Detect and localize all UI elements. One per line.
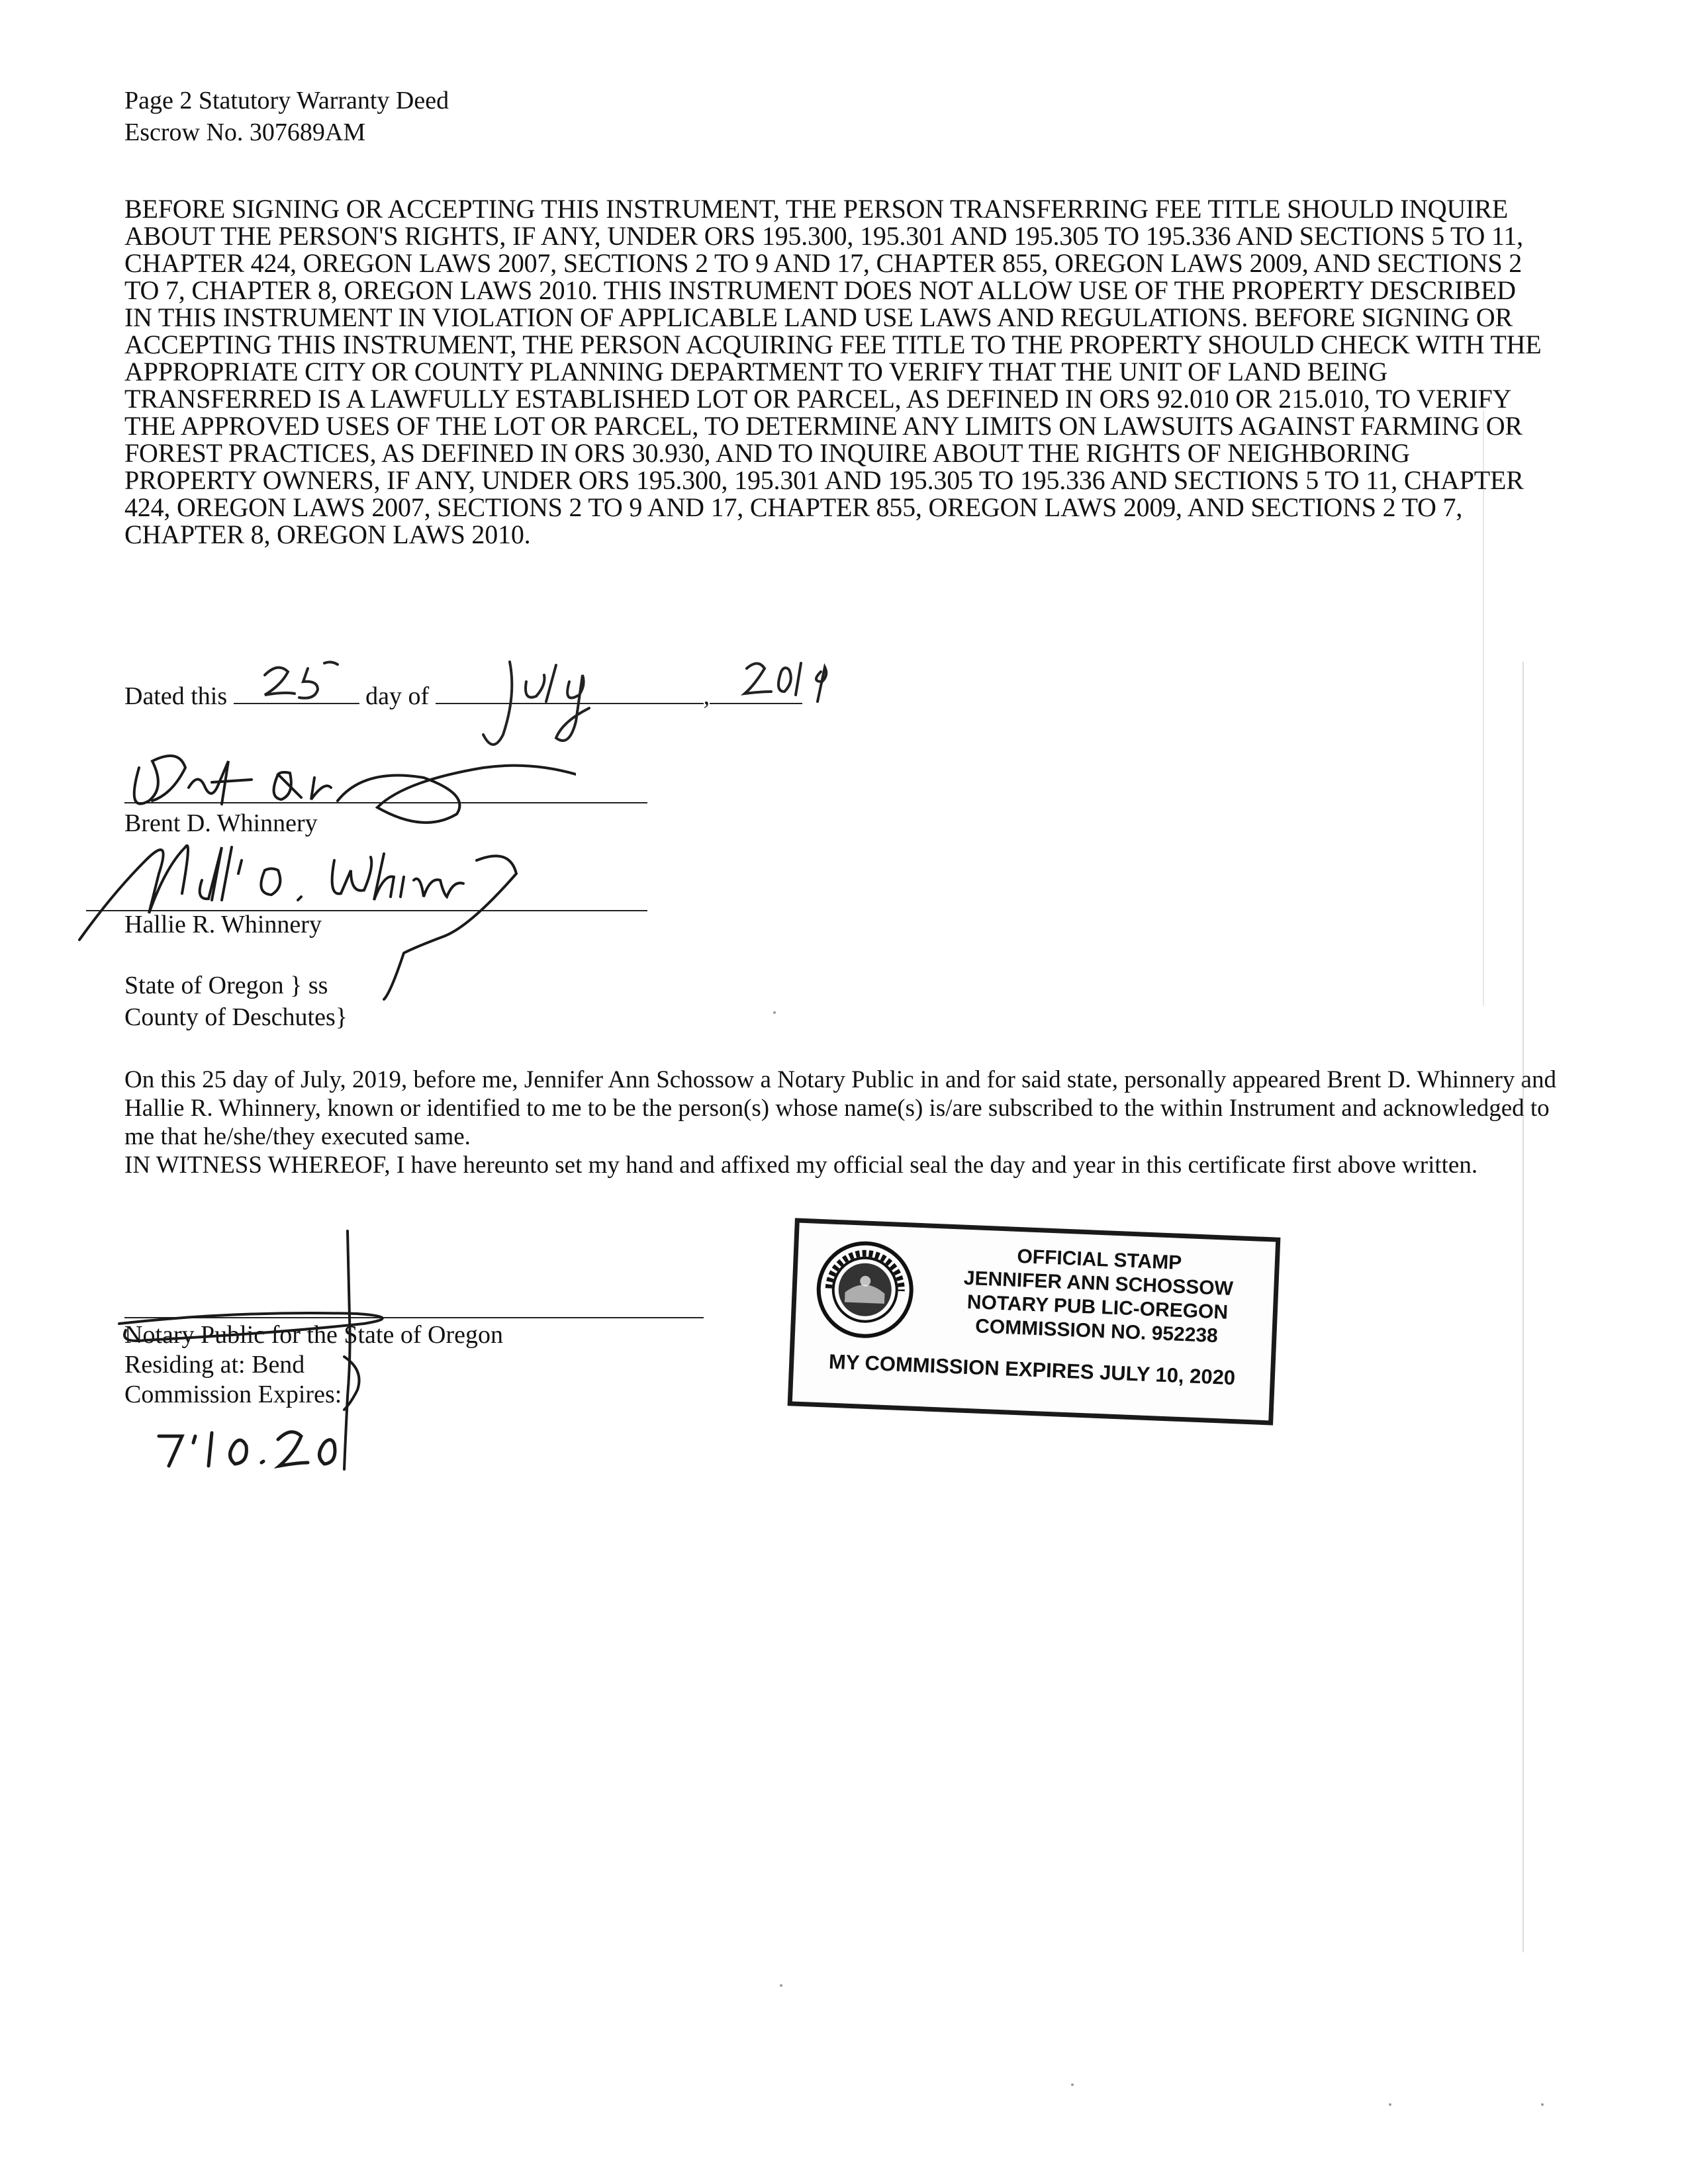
notary-residing: Residing at: Bend <box>124 1351 305 1379</box>
venue-state: State of Oregon } ss <box>124 972 328 999</box>
header-title: Page 2 Statutory Warranty Deed <box>124 87 449 114</box>
signer-name-2: Hallie R. Whinnery <box>124 911 322 938</box>
stamp-line-1: OFFICIAL STAMP <box>1016 1245 1182 1274</box>
stamp-line-3: NOTARY PUB LIC-OREGON <box>966 1291 1229 1324</box>
legal-notice: BEFORE SIGNING OR ACCEPTING THIS INSTRUMENT, THE PERSON TRANSFERRING FEE TITLE SHOULD INQUIRE ABOUT THE PERSON'S RIGHTS, IF ANY, UNDER ORS 195.300, 195.301 AND 195.305 TO 195.336 AND SECTIONS 5 TO 11, CHAPTER 424, OREGON LAWS 2007, SECTIONS 2 TO 9 AND 17, CHAPTER 855, OREGON LAWS 2009, AND SECTIONS 2 TO 7, CHAPTER 8, OREGON LAWS 2010. THIS INSTRUMENT DOES NOT ALLOW USE OF THE PROPERTY DESCRIBED IN THIS INSTRUMENT IN VIOLATION OF APPLICABLE LAND USE LAWS AND REGULATIONS. BEFORE SIGNING OR ACCEPTING THIS INSTRUMENT, THE PERSON ACQUIRING FEE TITLE TO THE PROPERTY SHOULD CHECK WITH THE APPROPRIATE CITY OR COUNTY PLANNING DEPARTMENT TO VERIFY THAT THE UNIT OF LAND BEING TRANSFERRED IS A LAWFULLY ESTABLISHED LOT OR PARCEL, AS DEFINED IN ORS 92.010 OR 215.010, TO VERIFY THE APPROVED USES OF THE LOT OR PARCEL, TO DETERMINE ANY LIMITS ON LAWSUITS AGAINST FARMING OR FOREST PRACTICES, AS DEFINED IN ORS 30.930, AND TO INQUIRE ABOUT THE RIGHTS OF NEIGHBORING PROPERTY OWNERS, IF ANY, UNDER ORS 195.300, 195.301 AND 195.305 TO 195.336 AND SECTIONS 5 TO 11, CHAPTER 424, OREGON LAWS 2007, SECTIONS 2 TO 9 AND 17, CHAPTER 855, OREGON LAWS 2009, AND SECTIONS 2 TO 7, CHAPTER 8, OREGON LAWS 2010. <box>124 194 1542 549</box>
stamp-expiration: MY COMMISSION EXPIRES JULY 10, 2020 <box>828 1349 1236 1390</box>
stamp-line-2: JENNIFER ANN SCHOSSOW <box>963 1267 1234 1300</box>
notary-expires-label: Commission Expires: <box>124 1381 342 1408</box>
date-comma: , <box>703 682 710 710</box>
signer-name-1: Brent D. Whinnery <box>124 809 318 837</box>
witness-clause: IN WITNESS WHEREOF, I have hereunto set my hand and affixed my official seal the day and year in this certificate first above written. <box>124 1152 1478 1179</box>
venue-county: County of Deschutes} <box>124 1003 348 1031</box>
escrow-number: Escrow No. 307689AM <box>124 118 366 146</box>
acknowledgment-paragraph: On this 25 day of July, 2019, before me, Jennifer Ann Schossow a Notary Public in and for said state, personally appeared Brent D. Whinnery and Hallie R. Whinnery, known or identified to me to be the person(s) whose name(s) is/are subscribed to the within Instrument and acknowledged to me that he/she/they executed same. <box>124 1066 1556 1150</box>
stamp-line-4: COMMISSION NO. 952238 <box>974 1315 1219 1347</box>
day-of-label: day of <box>365 682 430 710</box>
notary-title: Notary Public for the State of Oregon <box>124 1321 503 1349</box>
dated-prefix: Dated this <box>124 682 228 710</box>
